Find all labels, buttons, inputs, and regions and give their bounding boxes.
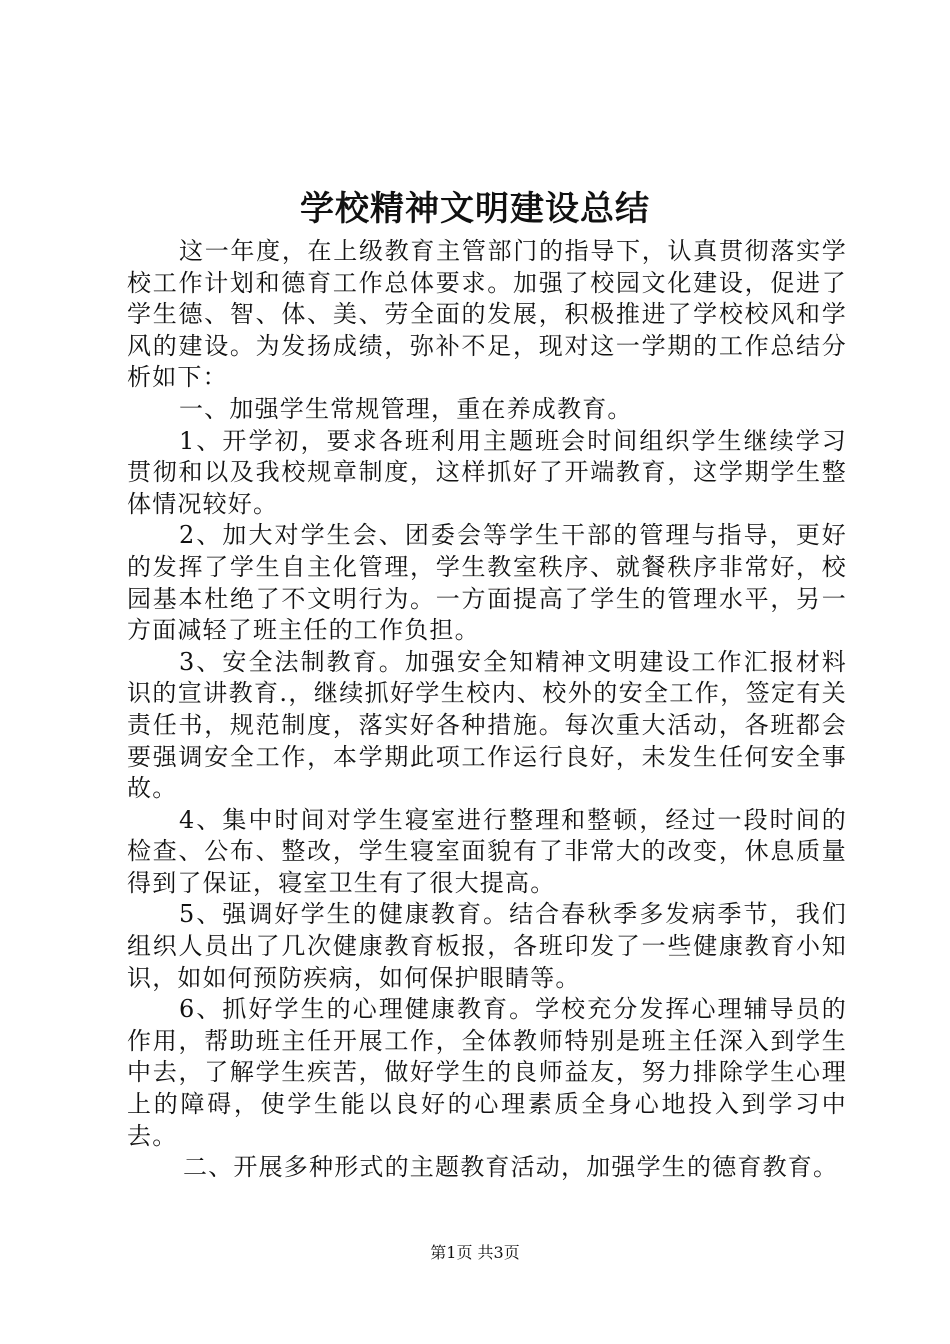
document-title: 学校精神文明建设总结: [300, 189, 650, 229]
item-paragraph-2: 2、加大对学生会、团委会等学生干部的管理与指导，更好的发挥了学生自主化管理，学生教室秩序、就餐秩序非常好，校园基本杜绝了不文明行为。一方面提高了学生的管理水平，另一方面减轻了班主任的工作负担。: [127, 521, 847, 645]
item-paragraph-4: 4、集中时间对学生寝室进行整理和整顿，经过一段时间的检查、公布、整改，学生寝室面貌有了非常大的改变，休息质量得到了保证，寝室卫生有了很大提高。: [127, 805, 847, 897]
item-paragraph-3: 3、安全法制教育。加强安全知精神文明建设工作汇报材料识的宣讲教育.，继续抓好学生校内、校外的安全工作，签定有关责任书，规范制度，落实好各种措施。每次重大活动，各班都会要强调安全工作，本学期此项工作运行良好，未发生任何安全事故。: [127, 647, 847, 803]
item-paragraph-5: 5、强调好学生的健康教育。结合春秋季多发病季节，我们组织人员出了几次健康教育板报，各班印发了一些健康教育小知识，如如何预防疾病，如何保护眼睛等。: [127, 900, 847, 992]
item-paragraph-1: 1、开学初，要求各班利用主题班会时间组织学生继续学习贯彻和以及我校规章制度，这样抓好了开端教育，这学期学生整体情况较好。: [127, 426, 847, 518]
section-heading-2: 二、开展多种形式的主题教育活动，加强学生的德育教育。: [183, 1153, 839, 1182]
document-body: [127, 236, 847, 1184]
item-paragraph-6: 6、抓好学生的心理健康教育。学校充分发挥心理辅导员的作用，帮助班主任开展工作，全体教师特别是班主任深入到学生中去，了解学生疾苦，做好学生的良师益友，努力排除学生心理上的障碍，使学生能以良好的心理素质全身心地投入到学习中去。: [127, 995, 847, 1150]
page-number-footer: 第1页 共3页: [430, 1243, 520, 1262]
section-heading-1: 一、加强学生常规管理，重在养成教育。: [179, 394, 633, 423]
intro-paragraph: 这一年度，在上级教育主管部门的指导下，认真贯彻落实学校工作计划和德育工作总体要求。加强了校园文化建设，促进了学生德、智、体、美、劳全面的发展，积极推进了学校校风和学风的建设。为发扬成绩，弥补不足，现对这一学期的工作总结分析如下：: [127, 237, 847, 392]
